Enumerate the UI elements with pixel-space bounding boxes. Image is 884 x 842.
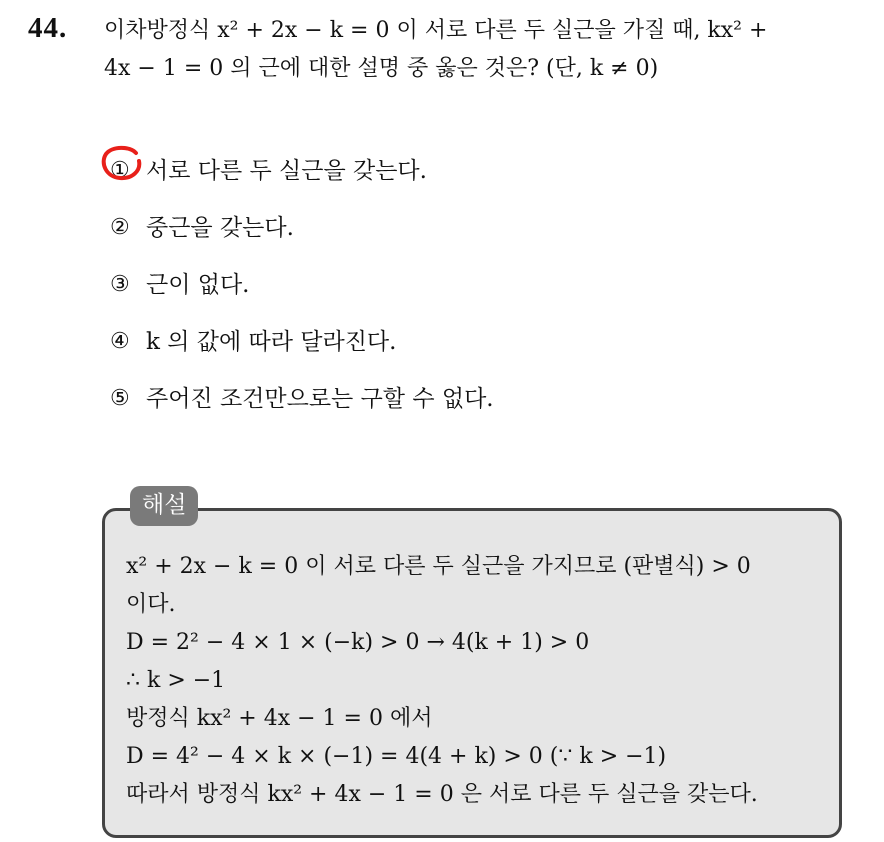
choice-3[interactable] xyxy=(110,256,494,313)
choice-text: 서로 다른 두 실근을 갖는다. xyxy=(146,157,427,184)
question-line-2: 4x − 1 = 0 의 근에 대한 설명 중 옳은 것은? (단, k ≠ 0) xyxy=(104,56,659,81)
choice-number: ③ xyxy=(110,271,130,297)
question-number: 44. xyxy=(28,12,68,44)
solution-line: D = 2² − 4 × 1 × (−k) > 0 → 4(k + 1) > 0 xyxy=(126,630,590,655)
solution-line: 이다. xyxy=(126,592,176,617)
solution-line: x² + 2x − k = 0 이 서로 다른 두 실근을 가지므로 (판별식) > 0 xyxy=(126,554,751,579)
choice-2[interactable] xyxy=(110,199,494,256)
choice-4[interactable] xyxy=(110,313,494,370)
solution-line: 방정식 kx² + 4x − 1 = 0 에서 xyxy=(126,706,433,731)
choice-number: ② xyxy=(110,214,130,240)
choice-number: ① xyxy=(110,157,130,183)
choice-text: 근이 없다. xyxy=(146,271,250,298)
choice-list xyxy=(110,142,494,427)
choice-text: 주어진 조건만으로는 구할 수 없다. xyxy=(146,385,494,412)
choice-1[interactable] xyxy=(110,142,494,199)
solution-line: 따라서 방정식 kx² + 4x − 1 = 0 은 서로 다른 두 실근을 갖는다. xyxy=(126,782,758,807)
choice-number: ⑤ xyxy=(110,385,130,411)
choice-5[interactable] xyxy=(110,370,494,427)
solution-text xyxy=(126,548,758,814)
solution-label: 해설 xyxy=(130,486,198,526)
solution-line: ∴ k > −1 xyxy=(126,668,226,693)
choice-text: 중근을 갖는다. xyxy=(146,214,294,241)
solution-line: D = 4² − 4 × k × (−1) = 4(4 + k) > 0 (∵ k > −1) xyxy=(126,744,667,769)
question-text xyxy=(104,12,864,88)
choice-text: k 의 값에 따라 달라진다. xyxy=(146,328,397,355)
question-line-1: 이차방정식 x² + 2x − k = 0 이 서로 다른 두 실근을 가질 때, kx² + xyxy=(104,18,768,43)
choice-number: ④ xyxy=(110,328,130,354)
